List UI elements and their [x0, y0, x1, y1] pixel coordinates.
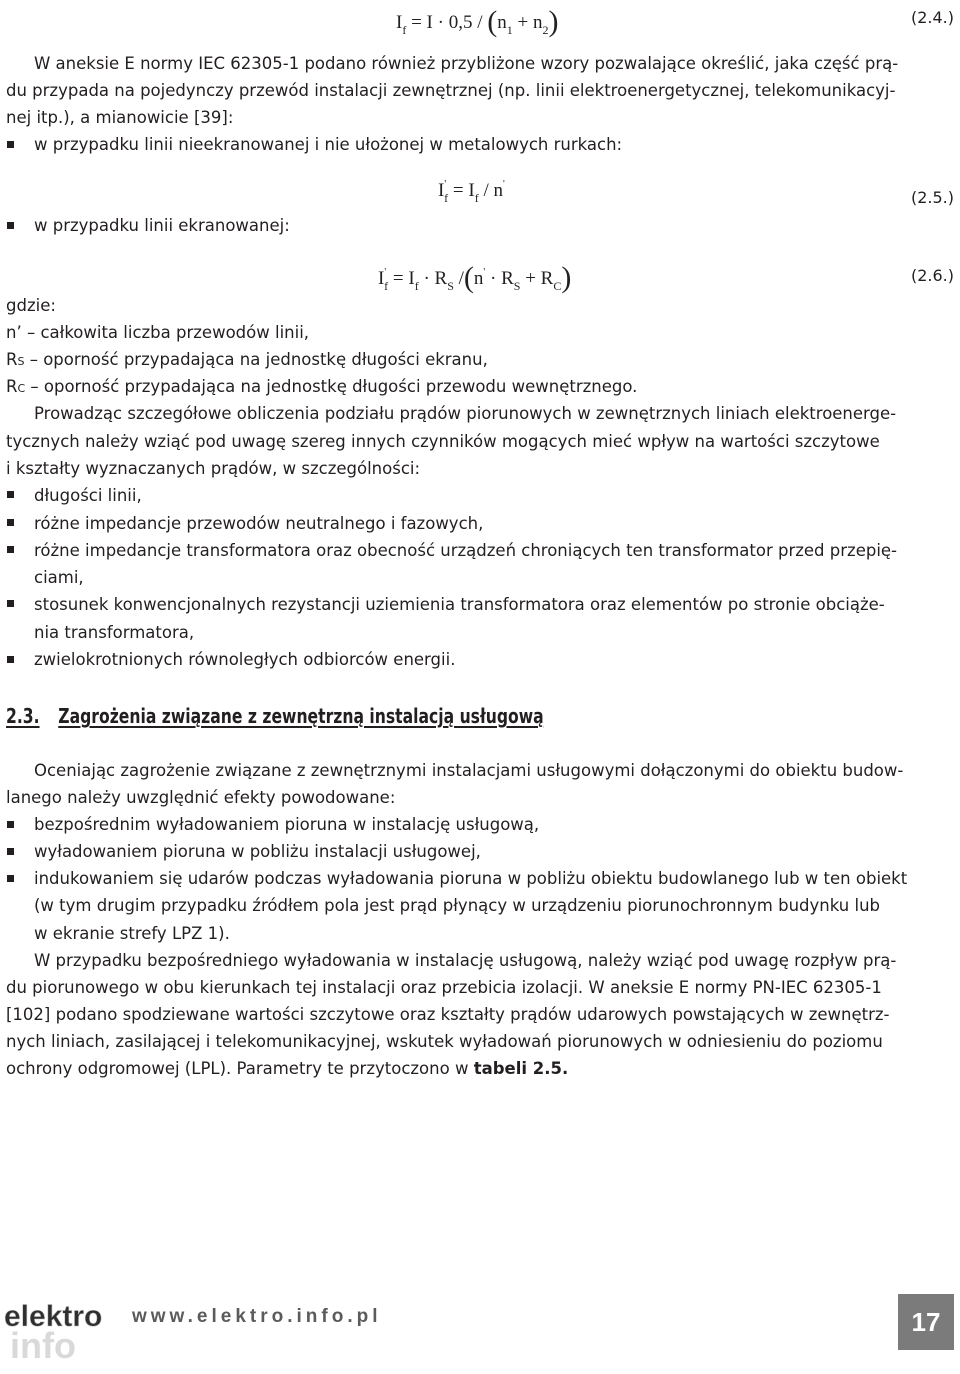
eq-symbol: n: [532, 12, 543, 33]
symbol-subscript: C: [17, 382, 26, 395]
eq-paren: ): [561, 261, 572, 294]
logo-text-elektro: elektro: [4, 1300, 103, 1333]
eq-subscript: S: [513, 279, 521, 293]
equation-2-6: [378, 258, 571, 292]
eq-text: = I · 0,5 /: [411, 12, 488, 33]
eq-paren: (: [487, 5, 498, 38]
list-item-continuation: nia transformatora,: [34, 623, 195, 642]
eq-superscript: ': [444, 179, 447, 190]
eq-text: = I: [452, 180, 475, 201]
paragraph-line: Prowadząc szczegółowe obliczenia podziału prądów piorunowych w zewnętrznych liniach elektroenerge-: [34, 404, 897, 423]
list-item: stosunek konwencjonalnych rezystancji uziemienia transformatora oraz elementów po stronie obciąże-: [34, 595, 885, 614]
symbol: R: [6, 350, 18, 369]
equation-2-4: [396, 2, 558, 36]
eq-symbol: R: [434, 268, 448, 289]
eq-subscript: f: [444, 191, 449, 205]
bullet-marker: [7, 222, 14, 229]
paragraph-line: W aneksie E normy IEC 62305-1 podano również przybliżone wzory pozwalające określić, jaka część prą-: [34, 54, 899, 73]
definition-line: [6, 346, 488, 375]
definition-text: – oporność przypadająca na jednostkę długości ekranu,: [24, 350, 488, 369]
list-item-continuation: ciami,: [34, 568, 84, 587]
eq-superscript: ': [483, 267, 486, 278]
list-item: indukowaniem się udarów podczas wyładowania pioruna w pobliżu obiektu budowlanego lub w ten obiekt: [34, 869, 908, 888]
eq-operator: ·: [423, 268, 430, 289]
bullet-marker: [7, 848, 14, 855]
equation-number: (2.5.): [910, 188, 954, 207]
list-item: zwielokrotnionych równoległych odbiorców energii.: [34, 650, 456, 669]
paragraph-line: [102] podano spodziewane wartości szczytowe oraz kształty prądów udarowych powstających w zewnętrz-: [6, 1005, 890, 1024]
paragraph-line: Oceniając zagrożenie związane z zewnętrznymi instalacjami usługowymi dołączonymi do obiektu budow-: [34, 761, 904, 780]
eq-subscript: f: [402, 23, 407, 37]
eq-subscript: f: [414, 279, 419, 293]
definitions-label: gdzie:: [6, 296, 56, 315]
eq-symbol: n: [497, 12, 507, 33]
eq-operator: ·: [489, 268, 497, 289]
eq-subscript: C: [553, 279, 562, 293]
bullet-marker: [7, 546, 14, 553]
equation-2-5: [438, 179, 505, 205]
eq-text: / n: [483, 180, 503, 201]
bullet-marker: [7, 600, 14, 607]
section-number: 2.3.: [6, 704, 40, 728]
paragraph-line: du przypada na pojedynczy przewód instalacji zewnętrznej (np. linii elektroenergetycznej, telekomunikacyj-: [6, 81, 896, 100]
list-item: w przypadku linii ekranowanej:: [34, 216, 290, 235]
paragraph-line: du piorunowego w obu kierunkach tej instalacji oraz przebicia izolacji. W aneksie E normy PN-IEC 62305-1: [6, 978, 882, 997]
logo-text-info: info: [10, 1325, 76, 1362]
section-heading: [6, 704, 544, 728]
table-reference: tabeli 2.5.: [473, 1059, 569, 1078]
list-item-continuation: (w tym drugim przypadku źródłem pola jest prąd płynący w urządzeniu piorunochronnym budynku lub: [34, 896, 881, 915]
paragraph-text: ochrony odgromowej (LPL). Parametry te przytoczono w: [6, 1059, 474, 1078]
list-item: w przypadku linii nieekranowanej i nie ułożonej w metalowych rurkach:: [34, 135, 623, 154]
page-number: 17: [898, 1294, 954, 1350]
paragraph-line: [6, 1055, 568, 1082]
eq-subscript: f: [474, 191, 479, 205]
definition-text: – oporność przypadająca na jednostkę długości przewodu wewnętrznego.: [25, 377, 638, 396]
eq-subscript: S: [447, 279, 454, 293]
bullet-marker: [7, 141, 14, 148]
eq-symbol: I: [378, 268, 385, 289]
elektro-info-logo: [2, 1296, 120, 1362]
bullet-marker: [7, 519, 14, 526]
eq-symbol: R: [501, 268, 514, 289]
eq-superscript: ': [384, 267, 387, 278]
definition-line: [6, 373, 637, 402]
paragraph-line: tycznych należy wziąć pod uwagę szereg innych czynników mogących mieć wpływ na wartości szczytowe: [6, 432, 880, 451]
eq-subscript: 1: [506, 23, 513, 37]
paragraph-line: nych liniach, zasilającej i telekomunikacyjnej, wskutek wyładowań piorunowych w odniesieniu do poziomu: [6, 1032, 883, 1051]
section-title: Zagrożenia związane z zewnętrzną instalacją usługową: [58, 704, 544, 728]
footer-url[interactable]: www.elektro.info.pl: [132, 1306, 382, 1327]
eq-operator: +: [517, 12, 529, 33]
eq-subscript: f: [384, 279, 389, 293]
bullet-marker: [7, 821, 14, 828]
eq-subscript: 2: [542, 23, 549, 37]
eq-symbol: I: [396, 12, 403, 33]
equation-number: (2.6.): [910, 266, 954, 285]
eq-paren: ): [548, 5, 559, 38]
paragraph-line: nej itp.), a mianowicie [39]:: [6, 108, 234, 127]
eq-superscript: ': [502, 179, 505, 190]
paragraph-line: W przypadku bezpośredniego wyładowania w instalację usługową, należy wziąć pod uwagę rozpływ prą-: [34, 951, 897, 970]
list-item: bezpośrednim wyładowaniem pioruna w instalację usługową,: [34, 815, 540, 834]
eq-operator: /: [458, 268, 464, 289]
list-item-continuation: w ekranie strefy LPZ 1).: [34, 924, 230, 943]
bullet-marker: [7, 656, 14, 663]
symbol-subscript: S: [17, 355, 25, 368]
eq-text: = I: [392, 268, 415, 289]
definition-line: n’ – całkowita liczba przewodów linii,: [6, 323, 310, 342]
list-item: różne impedancje transformatora oraz obecność urządzeń chroniących ten transformator przed przepię-: [34, 541, 898, 560]
list-item: długości linii,: [34, 486, 142, 505]
eq-paren: (: [463, 261, 474, 294]
bullet-marker: [7, 491, 14, 498]
eq-text: + R: [525, 268, 554, 289]
equation-number: (2.4.): [910, 8, 954, 27]
list-item: wyładowaniem pioruna w pobliżu instalacji usługowej,: [34, 842, 481, 861]
list-item: różne impedancje przewodów neutralnego i fazowych,: [34, 514, 484, 533]
symbol: R: [6, 377, 18, 396]
paragraph-line: i kształty wyznaczanych prądów, w szczególności:: [6, 459, 421, 478]
eq-symbol: I: [438, 180, 445, 201]
bullet-marker: [7, 875, 14, 882]
paragraph-line: lanego należy uwzględnić efekty powodowane:: [6, 788, 396, 807]
eq-symbol: n: [473, 268, 484, 289]
